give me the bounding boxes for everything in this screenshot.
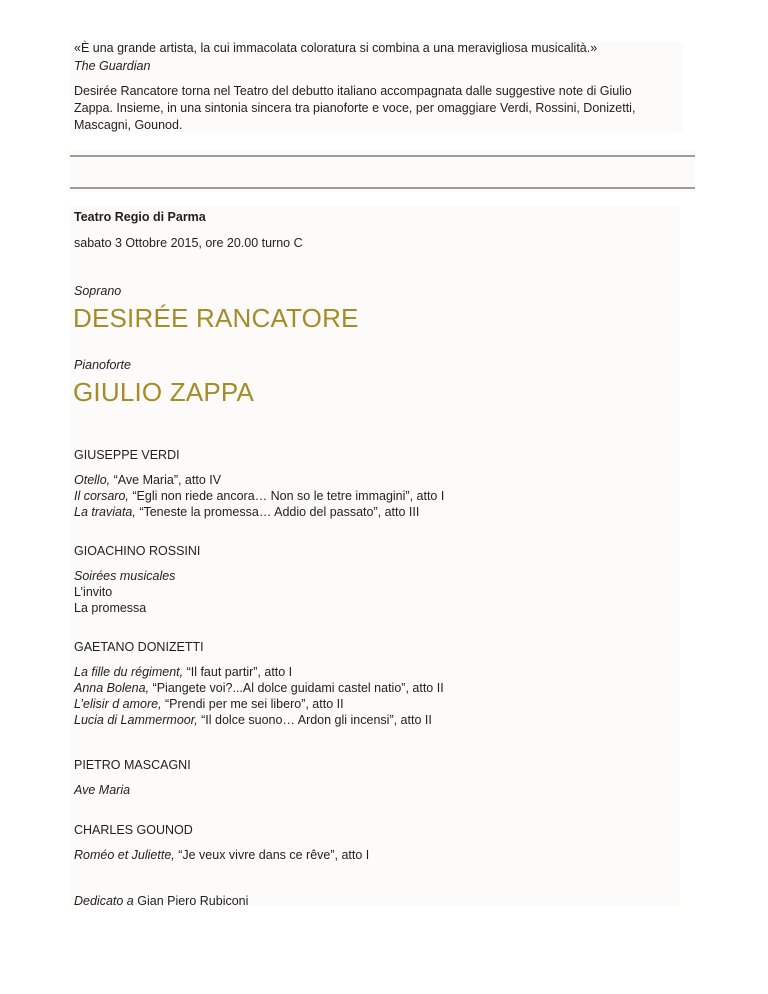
work-title: Il corsaro, (74, 489, 129, 503)
composer-donizetti: GAETANO DONIZETTI (74, 640, 204, 654)
work-title: Anna Bolena, (74, 681, 150, 695)
work-detail: “Piangete voi?...Al dolce guidami castel natio”, atto II (149, 681, 444, 695)
composer-mascagni: PIETRO MASCAGNI (74, 758, 191, 772)
composer-gounod: CHARLES GOUNOD (74, 823, 193, 837)
dedication-name: Gian Piero Rubiconi (133, 894, 249, 908)
program-work (74, 664, 292, 680)
program-work (74, 712, 432, 728)
work-detail: La promessa (74, 601, 147, 615)
intro-quote-source: The Guardian (74, 59, 151, 73)
dedication-prefix: Dedicato a (74, 894, 134, 908)
program-work (74, 488, 444, 504)
work-title: La fille du régiment, (74, 665, 184, 679)
composer-verdi: GIUSEPPE VERDI (74, 448, 180, 462)
work-title: Otello, (74, 473, 111, 487)
work-detail: “Prendi per me sei libero”, atto II (161, 697, 344, 711)
work-detail: “Ave Maria”, atto IV (110, 473, 222, 487)
work-detail: “Il faut partir”, atto I (183, 665, 293, 679)
composer-rossini: GIOACHINO ROSSINI (74, 544, 201, 558)
intro-quote: «È una grande artista, la cui immacolata coloratura si combina a una meravigliosa musicalità.» (74, 41, 598, 55)
work-title: L’elisir d amore, (74, 697, 162, 711)
venue: Teatro Regio di Parma (74, 210, 206, 224)
work-detail: L’invito (74, 585, 113, 599)
performer-name-soprano: DESIRÉE RANCATORE (73, 303, 359, 333)
performer-role-soprano: Soprano (74, 284, 122, 298)
work-title: La traviata, (74, 505, 136, 519)
intro-description-line-3: Mascagni, Gounod. (74, 118, 183, 132)
program-work (74, 472, 221, 488)
work-detail: “Egli non riede ancora… Non so le tetre immagini”, atto I (128, 489, 445, 503)
work-detail: “Il dolce suono… Ardon gli incensi”, atto II (197, 713, 432, 727)
program-work (74, 504, 419, 520)
program-work (74, 568, 175, 584)
separator-rule-bottom (70, 187, 695, 189)
work-detail: “Teneste la promessa… Addio del passato”, atto III (135, 505, 420, 519)
program-work (74, 584, 112, 600)
work-detail: “Je veux vivre dans ce rêve”, atto I (174, 848, 370, 862)
program-work (74, 600, 146, 616)
work-title: Roméo et Juliette, (74, 848, 175, 862)
program-work (74, 847, 369, 863)
performer-name-piano: GIULIO ZAPPA (73, 377, 255, 407)
separator-rule-top (70, 155, 695, 157)
event-date: sabato 3 Ottobre 2015, ore 20.00 turno C (74, 236, 303, 250)
performer-role-piano: Pianoforte (74, 358, 131, 372)
program-work (74, 782, 130, 798)
work-title: Ave Maria (74, 783, 131, 797)
intro-description-line-1: Desirée Rancatore torna nel Teatro del debutto italiano accompagnata dalle suggestive note di Giulio (74, 84, 632, 98)
program-work (74, 680, 444, 696)
dedication (74, 893, 248, 909)
program-work (74, 696, 344, 712)
work-title: Soirées musicales (74, 569, 176, 583)
intro-description-line-2: Zappa. Insieme, in una sintonia sincera tra pianoforte e voce, per omaggiare Verdi, Rossini, Donizetti, (74, 101, 636, 115)
work-title: Lucia di Lammermoor, (74, 713, 198, 727)
